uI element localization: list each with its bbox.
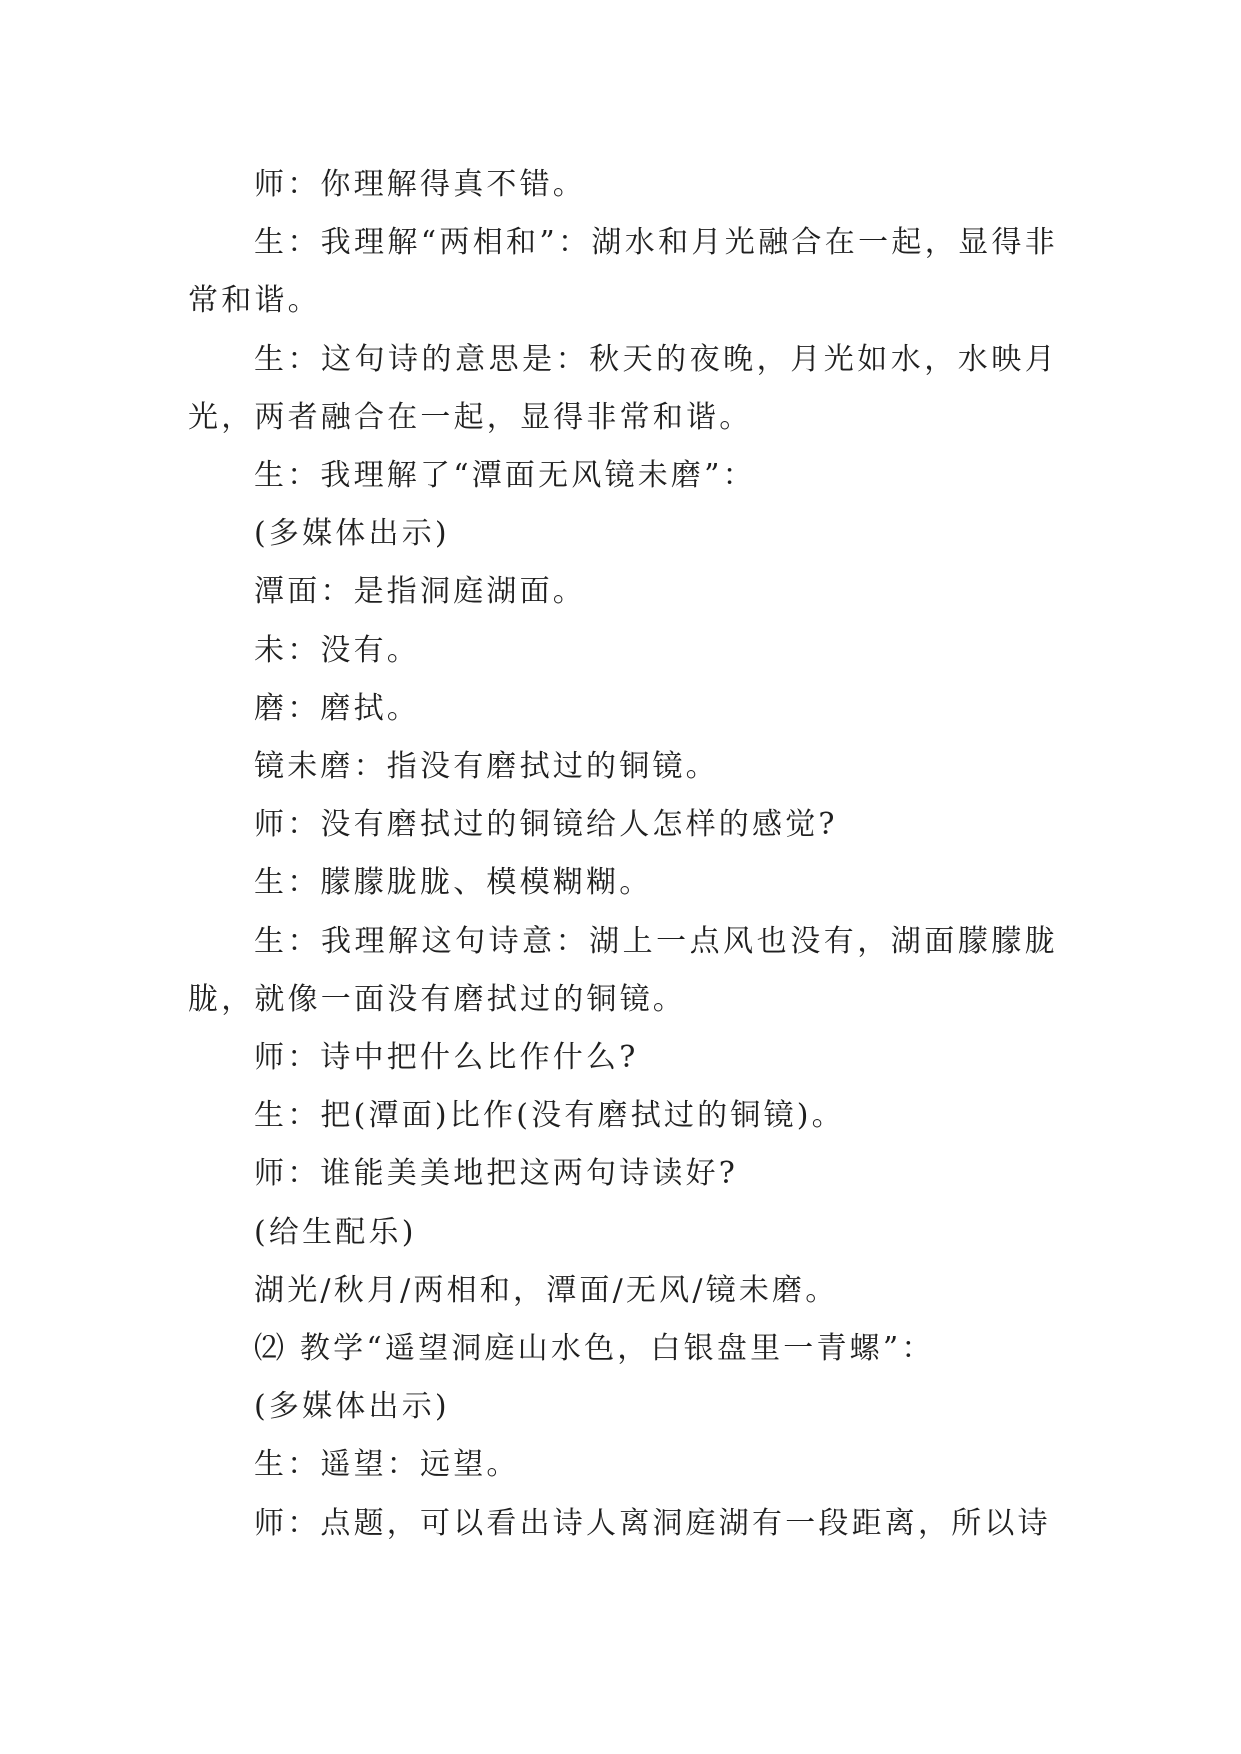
paragraph-11: 生：朦朦胧胧、模模糊糊。: [254, 865, 653, 901]
paragraph-16: (给生配乐): [254, 1214, 417, 1250]
paragraph-13: 师：诗中把什么比作什么?: [254, 1040, 639, 1076]
paragraph-4: 生：我理解了“潭面无风镜未磨”：: [254, 458, 756, 494]
paragraph-20: 生：遥望：远望。: [254, 1447, 520, 1483]
paragraph-8: 磨：磨拭。: [254, 690, 420, 726]
paragraph-6: 潭面：是指洞庭湖面。: [254, 574, 586, 610]
paragraph-19: (多媒体出示): [254, 1389, 450, 1425]
paragraph-15: 师：谁能美美地把这两句诗读好?: [254, 1156, 739, 1192]
document-body: [188, 156, 1058, 1553]
paragraph-7: 未：没有。: [254, 632, 420, 668]
paragraph-18: ⑵ 教学“遥望洞庭山水色，白银盘里一青螺”：: [254, 1331, 935, 1367]
paragraph-9: 镜未磨：指没有磨拭过的铜镜。: [254, 749, 719, 785]
paragraph-3: 生：这句诗的意思是：秋天的夜晚，月光如水，水映月光，两者融合在一起，显得非常和谐。: [188, 341, 1058, 435]
paragraph-5: (多媒体出示): [254, 516, 450, 552]
paragraph-2: 生：我理解“两相和”：湖水和月光融合在一起，显得非常和谐。: [188, 225, 1058, 319]
paragraph-12: 生：我理解这句诗意：湖上一点风也没有，湖面朦朦胧胧，就像一面没有磨拭过的铜镜。: [188, 923, 1058, 1017]
paragraph-17: 湖光/秋月/两相和，潭面/无风/镜未磨。: [254, 1272, 839, 1308]
paragraph-14: 生：把(潭面)比作(没有磨拭过的铜镜)。: [254, 1098, 845, 1134]
paragraph-1: 师：你理解得真不错。: [254, 167, 586, 202]
paragraph-21: 师：点题，可以看出诗人离洞庭湖有一段距离，所以诗: [254, 1505, 1051, 1541]
paragraph-10: 师：没有磨拭过的铜镜给人怎样的感觉?: [254, 807, 838, 843]
